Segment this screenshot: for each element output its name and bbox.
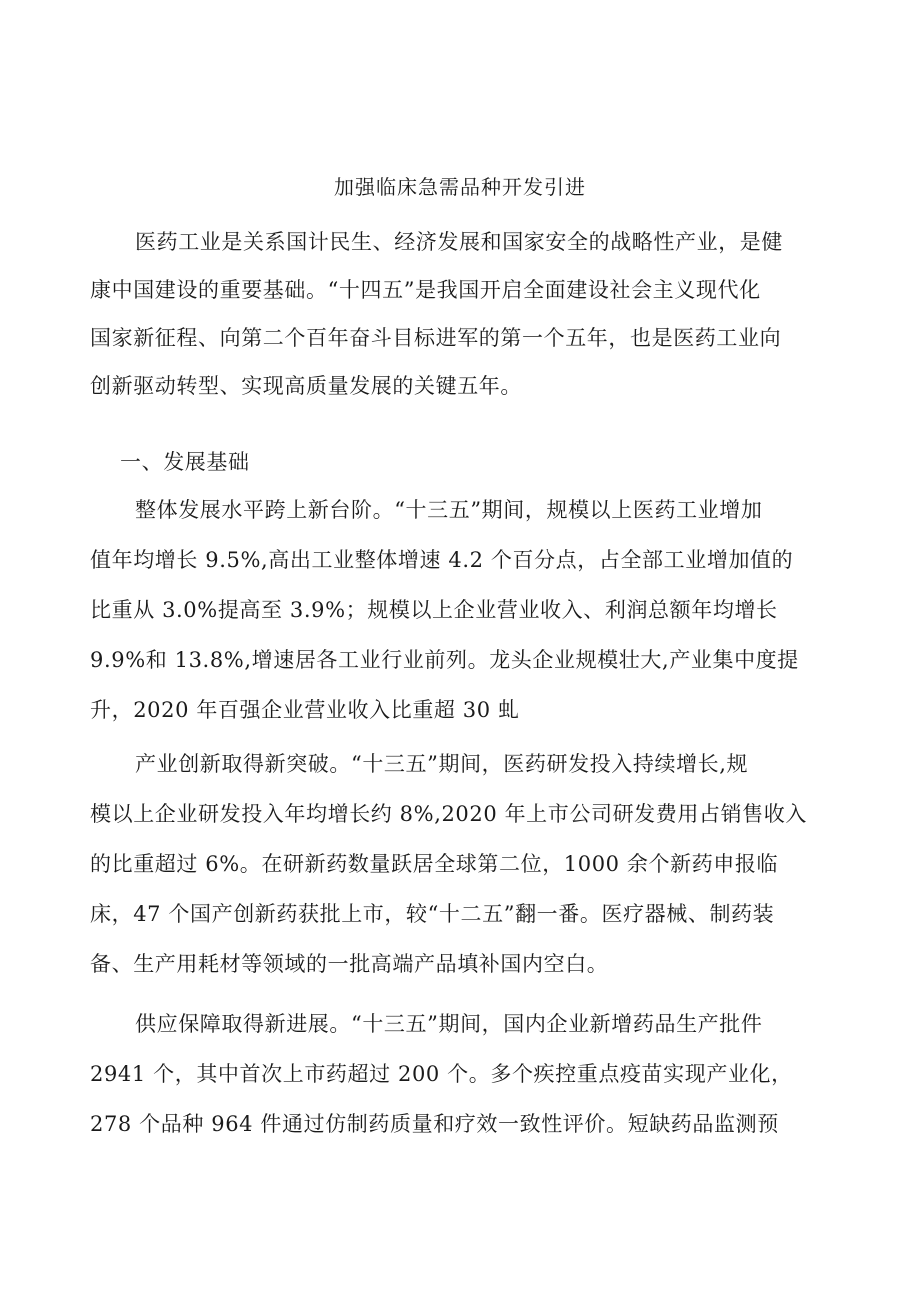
para2-line-3: 的比重超过 6%。在研新药数量跃居全球第二位，1000 余个新药申报临: [90, 852, 779, 876]
intro-line-3: 国家新征程、向第二个百年奋斗目标进军的第一个五年，也是医药工业向: [90, 326, 782, 350]
para1-line-3: 比重从 3.0%提高至 3.9%；规模以上企业营业收入、利润总额年均增长: [90, 598, 778, 622]
para1-line-4: 9.9%和 13.8%,增速居各工业行业前列。龙头企业规模壮大,产业集中度提: [90, 648, 799, 672]
para2-line-1: 产业创新取得新突破。“十三五”期间，医药研发投入持续增长,规: [135, 752, 749, 776]
para2-line-2: 模以上企业研发投入年均增长约 8%,2020 年上市公司研发费用占销售收入: [90, 802, 807, 826]
intro-line-2: 康中国建设的重要基础。“十四五”是我国开启全面建设社会主义现代化: [90, 278, 761, 302]
para3-line-3: 278 个品种 964 件通过仿制药质量和疗效一致性评价。短缺药品监测预: [90, 1112, 779, 1136]
intro-line-1: 医药工业是关系国计民生、经济发展和国家安全的战略性产业，是健: [135, 230, 783, 254]
para3-line-2: 2941 个，其中首次上市药超过 200 个。多个疾控重点疫苗实现产业化，: [90, 1062, 793, 1086]
intro-line-4: 创新驱动转型、实现高质量发展的关键五年。: [90, 374, 522, 398]
para2-line-4: 床，47 个国产创新药获批上市，较“十二五”翻一番。医疗器械、制药装: [90, 902, 775, 926]
para2-line-5: 备、生产用耗材等领域的一批高端产品填补国内空白。: [90, 952, 609, 976]
section-heading: 一、发展基础: [120, 450, 250, 474]
para1-line-1: 整体发展水平跨上新台阶。“十三五”期间，规模以上医药工业增加: [135, 498, 763, 522]
para1-line-5: 升，2020 年百强企业营业收入比重超 30 虬: [90, 698, 520, 722]
para3-line-1: 供应保障取得新进展。“十三五”期间，国内企业新增药品生产批件: [135, 1012, 763, 1036]
para1-line-2: 值年均增长 9.5%,高出工业整体增速 4.2 个百分点，占全部工业增加值的: [90, 548, 794, 572]
document-title: 加强临床急需品种开发引进: [334, 175, 586, 199]
